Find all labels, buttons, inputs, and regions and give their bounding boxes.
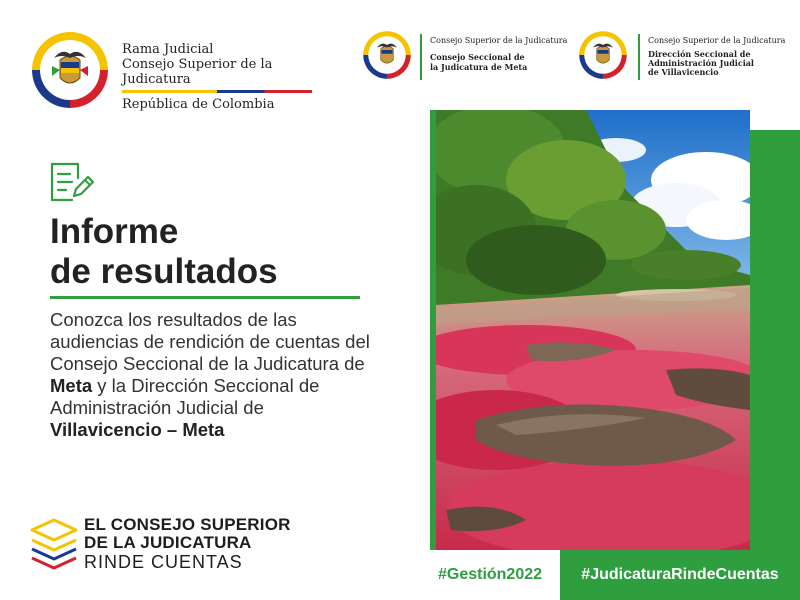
document-edit-icon xyxy=(50,162,94,202)
desc-bold-villavicencio: Villavicencio – Meta xyxy=(50,419,225,440)
title-line-2: de resultados xyxy=(50,252,278,291)
title-divider xyxy=(50,296,360,299)
rinde-line-1: EL CONSEJO SUPERIOR xyxy=(84,515,291,534)
rama-judicial-wordmark xyxy=(122,42,322,112)
header-line-republica: República de Colombia xyxy=(122,97,275,112)
colombia-coat-of-arms-logo xyxy=(30,30,110,110)
sub1-line2: la Judicatura de Meta xyxy=(430,62,528,72)
description-text xyxy=(50,309,370,441)
desc-bold-meta: Meta xyxy=(50,375,93,396)
header-line-consejo: Consejo Superior de la Judicatura xyxy=(122,57,273,87)
sub2-line3: de Villavicencio xyxy=(648,67,719,77)
sub2-line2: Administración Judicial xyxy=(648,58,754,68)
header-line-rama: Rama Judicial xyxy=(122,42,214,57)
rinde-cuentas-layers-icon xyxy=(28,516,80,572)
sub2-top: Consejo Superior de la Judicatura xyxy=(648,36,786,45)
desc-part-1: Conozca los resultados de las audiencias de rendición de cuentas del Consejo Seccional de la Judicatura de xyxy=(50,309,370,374)
hashtag-gestion xyxy=(420,550,560,600)
hashtag-rinde-cuentas xyxy=(560,550,800,600)
sub1-line1: Consejo Seccional de xyxy=(430,52,525,62)
title-line-1: Informe xyxy=(50,212,179,251)
rinde-line-2: DE LA JUDICATURA xyxy=(84,533,252,552)
hashtag-rinde-cuentas-text: #JudicaturaRindeCuentas xyxy=(581,566,779,583)
cano-cristales-river-photo xyxy=(436,110,750,550)
direccion-seccional-seal-logo xyxy=(578,30,628,80)
sub2-line1: Dirección Seccional de xyxy=(648,49,751,59)
page-title xyxy=(50,212,278,292)
sub1-top: Consejo Superior de la Judicatura xyxy=(430,36,568,45)
rinde-line-3: RINDE CUENTAS xyxy=(84,552,243,572)
desc-part-2: y la Dirección Seccional de Administración Judicial de xyxy=(50,375,320,418)
rinde-cuentas-wordmark xyxy=(84,516,291,572)
green-accent-block xyxy=(750,130,800,550)
consejo-seccional-seal-logo xyxy=(362,30,412,80)
flag-color-line xyxy=(122,90,312,93)
hashtag-gestion-text: #Gestión2022 xyxy=(437,566,543,583)
